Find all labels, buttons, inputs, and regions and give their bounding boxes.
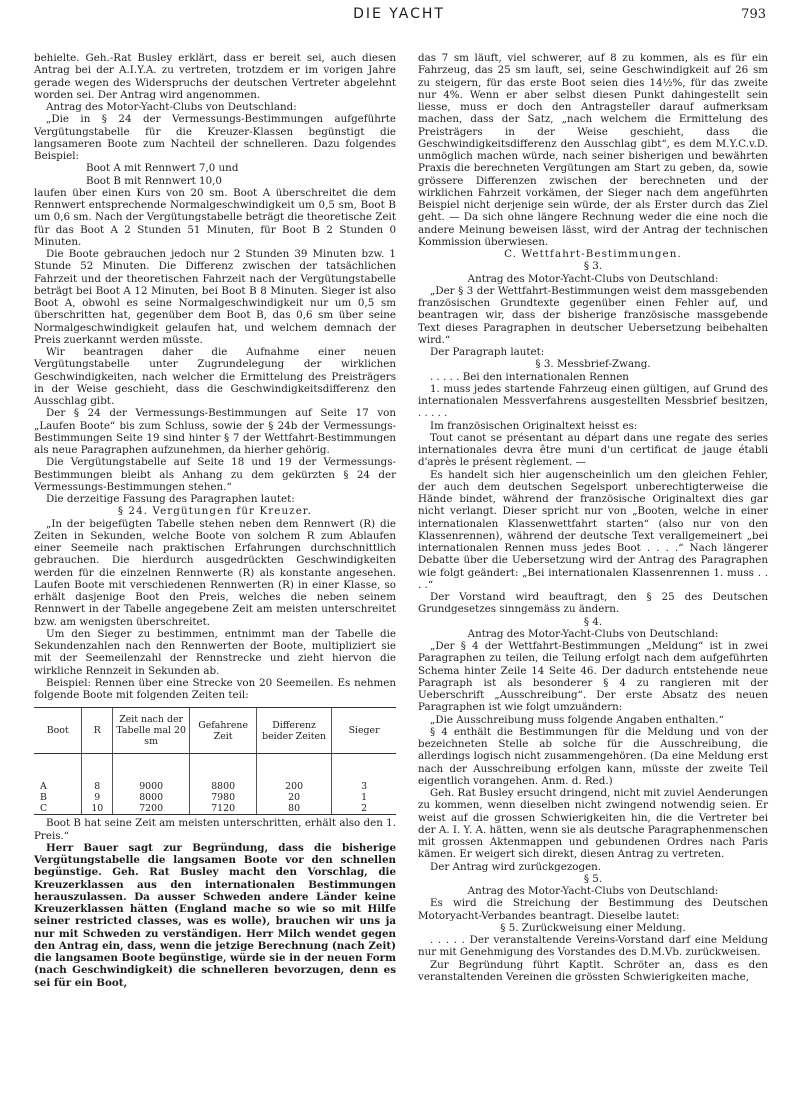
column-header: Zeit nach der Tabelle mal 20 sm (113, 708, 190, 754)
paragraph: „Die in § 24 der Vermessungs-Bestimmungen aufgeführte Vergütungstabelle für die Kreuzer-Klassen begünstigt die langsameren Boote zum Nachteil der schnelleren. Dazu folgendes Beispiel: (34, 113, 396, 162)
paragraph: behielte. Geh.-Rat Busley erklärt, dass er bereit sei, auch diesen Antrag bei der A.I.Y.A. zu vertreten, trotzdem er im vorigen Jahre gerade wegen des Widerspruchs der deutschen Vertreter abgelehnt worden sei. Der Antrag wird angenommen. (34, 52, 396, 101)
paragraph: Um den Sieger zu bestimmen, entnimmt man der Tabelle die Sekundenzahlen nach den Rennwerten der Boote, multipliziert sie mit der Seemeilenzahl der Rennstrecke und zieht hiervon die wirkliche Rennzeit in Sekunden ab. (34, 627, 396, 677)
table-row (34, 792, 396, 803)
table-cell: 1 (332, 792, 396, 803)
section-heading: C. Wettfahrt-Bestimmungen. (504, 248, 682, 260)
table-cell: 7120 (190, 803, 257, 815)
paragraph: Herr Bauer sagt zur Begründung, dass die bisherige Vergütungstabelle die langsamen Boote vor den schnellen begünstige. Geh. Rat Busley macht den Vorschlag, die Kreuzerklassen aus den internationalen Bestimmungen herauszulassen. Da ausser Schweden andere Länder keine Kreuzerklassen hätten (England mache so wie so mit Hilfe seiner restricted classes, was es wolle), brauchen wir uns ja nur mit Schweden zu verständigen. Herr Milch wendet gegen den Antrag ein, dass, wenn die jetzige Berechnung (nach Zeit) die langsamen Boote begünstige, würde sie in der neuen Form (nach Geschwindigkeit) die schnelleren bevorzugen, denn es sei für ein Boot, (34, 841, 396, 989)
column-header: Sieger (332, 708, 396, 754)
paragraph: „Der § 3 der Wettfahrt-Bestimmungen weist dem massgebenden französischen Grundtexte gegenüber einen Fehler auf, und beantragen wir, dass der bisherige französische massgebende Text dieses Paragraphen in deutscher Uebersetzung beibehalten wird.“ (418, 284, 768, 346)
paragraph: Tout canot se présentant au départ dans une regate des series internationales devra être muni d'un certificat de jauge établi d'après le présent règlement. — (418, 431, 768, 469)
left-column (34, 52, 396, 989)
paragraph: § 4 enthält die Bestimmungen für die Meldung und von der bezeichneten Stelle ab solche für die Ausschreibung, die allerdings logisch nicht zusammengehören. (Da eine Meldung erst nach der Ausschreibung erfolgen kann, müsste der zweite Teil eigentlich vorangehen. Anm. d. Red.) (418, 725, 768, 787)
table-row (34, 781, 396, 792)
column-header: Differenz beider Zeiten (257, 708, 332, 754)
table-cell: 20 (257, 792, 332, 803)
paragraph: laufen über einen Kurs von 20 sm. Boot A überschreitet die dem Rennwert entsprechende Normalgeschwindigkeit um 0,5 sm, Boot B um 0,6 sm. Nach der Vergütungstabelle beträgt die theoretische Zeit für das Boot A 2 Stunden 51 Minuten, für Boot B 2 Stunden 0 Minuten. (34, 186, 396, 248)
paragraph: Boot B hat seine Zeit am meisten unterschritten, erhält also den 1. Preis.“ (34, 817, 396, 842)
paragraph: Der § 24 der Vermessungs-Bestimmungen auf Seite 17 von „Laufen Boote“ bis zum Schluss, sowie der § 24b der Vermessungs-Bestimmungen Seite 19 sind hinter § 7 der Wettfahrt-Bestimmungen als neue Paragraphen aufzunehmen, da hierher gehörig. (34, 407, 396, 456)
paragraph: Antrag des Motor-Yacht-Clubs von Deutschland: (467, 627, 719, 640)
table-row (34, 803, 396, 815)
paragraph: Zur Begründung führt Kaptlt. Schröter an, dass es den veranstaltenden Vereinen die grössten Schwierigkeiten mache, (418, 958, 768, 983)
table-cell: 80 (257, 803, 332, 815)
table-cell: 7200 (113, 803, 190, 815)
paragraph: Im französischen Originaltext heisst es: (430, 419, 638, 432)
column-header: Gefahrene Zeit (190, 708, 257, 754)
right-column (418, 52, 768, 983)
paragraph: Antrag des Motor-Yacht-Clubs von Deutschland: (46, 101, 297, 113)
section-number: § 4. (583, 615, 603, 628)
paragraph: „Der § 4 der Wettfahrt-Bestimmungen „Meldung“ ist in zwei Paragraphen zu teilen, die Teilung erfolgt nach dem aufgeführten Schema hinter Zeile 14 Seite 46. Der dadurch entstehende neue Paragraph ist als besonderer § 4 zu rangieren mit der Ueberschrift „Ausschreibung“. Der erste Absatz des neuen Paragraphen ist wie folgt umzuändern: (418, 640, 768, 714)
column-header: Boot (34, 708, 82, 754)
paragraph: Der Paragraph lautet: (430, 346, 545, 358)
time-allowance-table (34, 707, 396, 815)
table-cell: 2 (332, 803, 396, 815)
paragraph: Der Antrag wird zurückgezogen. (430, 860, 602, 873)
table-cell: 200 (257, 781, 332, 792)
paragraph: . . . . . Bei den internationalen Rennen (430, 370, 629, 383)
table-cell: 9000 (113, 781, 190, 792)
paragraph: Geh. Rat Busley ersucht dringend, nicht mit zuviel Aenderungen zu kommen, wenn dieselben nicht zwingend notwendig seien. Er weist auf die grossen Schwierigkeiten hin, die die Vertreter bei der A. I. Y. A. hätten, wenn sie als deutsche Paragraphenmenschen mit grossen Aktenmappen und gebundenen Ordres nach Paris kämen. Er weigert sich direkt, diesen Antrag zu vertreten. (418, 787, 769, 861)
table-cell: 8000 (113, 792, 190, 803)
table-cell: 3 (332, 781, 396, 792)
table-cell: 8 (82, 781, 113, 792)
paragraph: „Die Ausschreibung muss folgende Angaben enthalten.“ (430, 713, 724, 726)
table-cell: 8800 (190, 781, 257, 792)
paragraph: Die derzeitige Fassung des Paragraphen lautet: (46, 493, 295, 505)
section-heading: § 3. Messbrief-Zwang. (535, 358, 651, 371)
table-cell: 10 (82, 803, 113, 815)
table-cell: 7980 (190, 792, 257, 803)
section-heading: § 5. Zurückweisung einer Meldung. (500, 921, 686, 934)
paragraph: Der Vorstand wird beauftragt, den § 25 des Deutschen Grundgesetzes sinngemäss zu ändern. (418, 591, 768, 616)
table-header-row (34, 708, 396, 754)
paragraph: Wir beantragen daher die Aufnahme einer neuen Vergütungstabelle unter Zugrundelegung der wirklichen Geschwindigkeiten, nach welcher die Ermittelung des Preisträgers in der Weise geschieht, dass die Geschwindigkeitsdifferenz den Ausschlag gibt. (34, 346, 396, 407)
column-header: R (82, 708, 113, 754)
section-number: § 5. (583, 872, 603, 885)
section-number: § 3. (583, 260, 603, 273)
table-cell: C (34, 803, 82, 815)
paragraph: Es wird die Streichung der Bestimmung des Deutschen Motoryacht-Verbandes beantragt. Dieselbe lautet: (418, 897, 768, 922)
paragraph: 1. muss jedes startende Fahrzeug einen gültigen, auf Grund des internationalen Messverfahrens ausgestellten Messbrief besitzen, . . . . . (418, 382, 768, 420)
example-line: Boot A mit Rennwert 7,0 und (86, 162, 239, 175)
paragraph: Es handelt sich hier augenscheinlich um den gleichen Fehler, der auch dem deutschen Segelsport unberechtigterweise die Hände bindet, während der französische Originaltext dies gar nicht verlangt. Dieser spricht nur von „Booten, welche in einer internationalen Klassenwettfahrt starten“ (also nur von den Klassenrennen), während der deutsche Text verallgemeinert „bei internationalen Rennen muss jedes Boot . . . .“ Nach längerer Debatte über die Uebersetzung wird der Antrag des Paragraphen wie folgt geändert: „Bei internationalen Klassenrennen 1. muss . . . .“ (418, 468, 768, 591)
paragraph: das 7 sm läuft, viel schwerer, auf 8 zu kommen, als es für ein Fahrzeug, das 25 sm lauft, sei, seine Geschwindigkeit auf 26 sm zu steigern, für das erste Boot seien dies 14½%, für das zweite nur 4%. Wenn er aber selbst diesen Punkt dahingestellt sein liesse, muss er doch den Antragsteller darauf aufmerksam machen, dass der Satz, „nach welchem die Ermittelung des Preisträgers in der Weise geschieht, dass die Geschwindigkeitsdifferenz den Ausschlag gibt“, es dem M.Y.C.v.D. unmöglich machen würde, nach seiner bisherigen und bewährten Praxis die berechneten Vergütungen am Start zu geben, da, sowie grössere Differenzen zwischen der berechneten und der wirklichen Fahrzeit vorkämen, der Sieger nach dem angeführten Beispiel nicht derjenige sein würde, der als Erster durch das Ziel geht. — Da sich ohne längere Rechnung weder die eine noch die andere Meinung beweisen lässt, wird der Antrag der technischen Kommission überwiesen. (418, 52, 768, 248)
paragraph: Antrag des Motor-Yacht-Clubs von Deutschland: (467, 885, 719, 897)
table-cell: 9 (82, 792, 113, 803)
table-cell: A (40, 781, 47, 793)
paragraph: Die Boote gebrauchen jedoch nur 2 Stunden 39 Minuten bzw. 1 Stunde 52 Minuten. Die Differenz zwischen der tatsächlichen Fahrzeit und der theoretischen Fahrzeit nach der Vergütungstabelle beträgt bei Boot A 12 Minuten, bei Boot B 8 Minuten. Sieger ist also Boot A, obwohl es seine Normalgeschwindigkeit nur um 0,5 sm überschritten hat, gegenüber dem Boot B, das 0,6 sm über seine Normalgeschwindigkeit gelaufen hat, und welchem demnach der Preis zuerkannt werden müsste. (34, 248, 396, 346)
paragraph: Antrag des Motor-Yacht-Clubs von Deutschland: (467, 272, 719, 285)
paragraph: Die Vergütungstabelle auf Seite 18 und 19 der Vermessungs-Bestimmungen bleibt als Anhang zu dem gekürzten § 24 der Vermessungs-Bestimmungen stehen.“ (34, 456, 396, 493)
table-cell: B (40, 792, 47, 804)
page-header (0, 6, 798, 28)
running-title: DIE YACHT (353, 6, 445, 22)
paragraph: „In der beigefügten Tabelle stehen neben dem Rennwert (R) die Zeiten in Sekunden, welche Boote von solchem R zum Ablaufen einer Seemeile nach praktischen Erfahrungen durchschnittlich gebrauchen. Die hierdurch ausgedrückten Geschwindigkeiten werden für die einzelnen Rennwerte (R) als konstante angesehen. Laufen Boote mit verschiedenen Rennwerten (R) in einer Klasse, so erhält dasjenige Boot den Preis, welches die neben seinem Rennwert in der Tabelle angegebene Zeit am meisten unterschreitet bzw. am wenigsten überschreitet. (34, 517, 396, 628)
section-heading: § 24. Vergütungen für Kreuzer. (117, 505, 313, 518)
paragraph: . . . . . Der veranstaltende Vereins-Vorstand darf eine Meldung nur mit Genehmigung des Vorstandes des D.M.Vb. zurückweisen. (418, 934, 768, 959)
page-number: 793 (741, 7, 766, 22)
example-line: Boot B mit Rennwert 10,0 (86, 174, 222, 187)
paragraph: Beispiel: Rennen über eine Strecke von 20 Seemeilen. Es nehmen folgende Boote mit folgenden Zeiten teil: (34, 676, 396, 701)
